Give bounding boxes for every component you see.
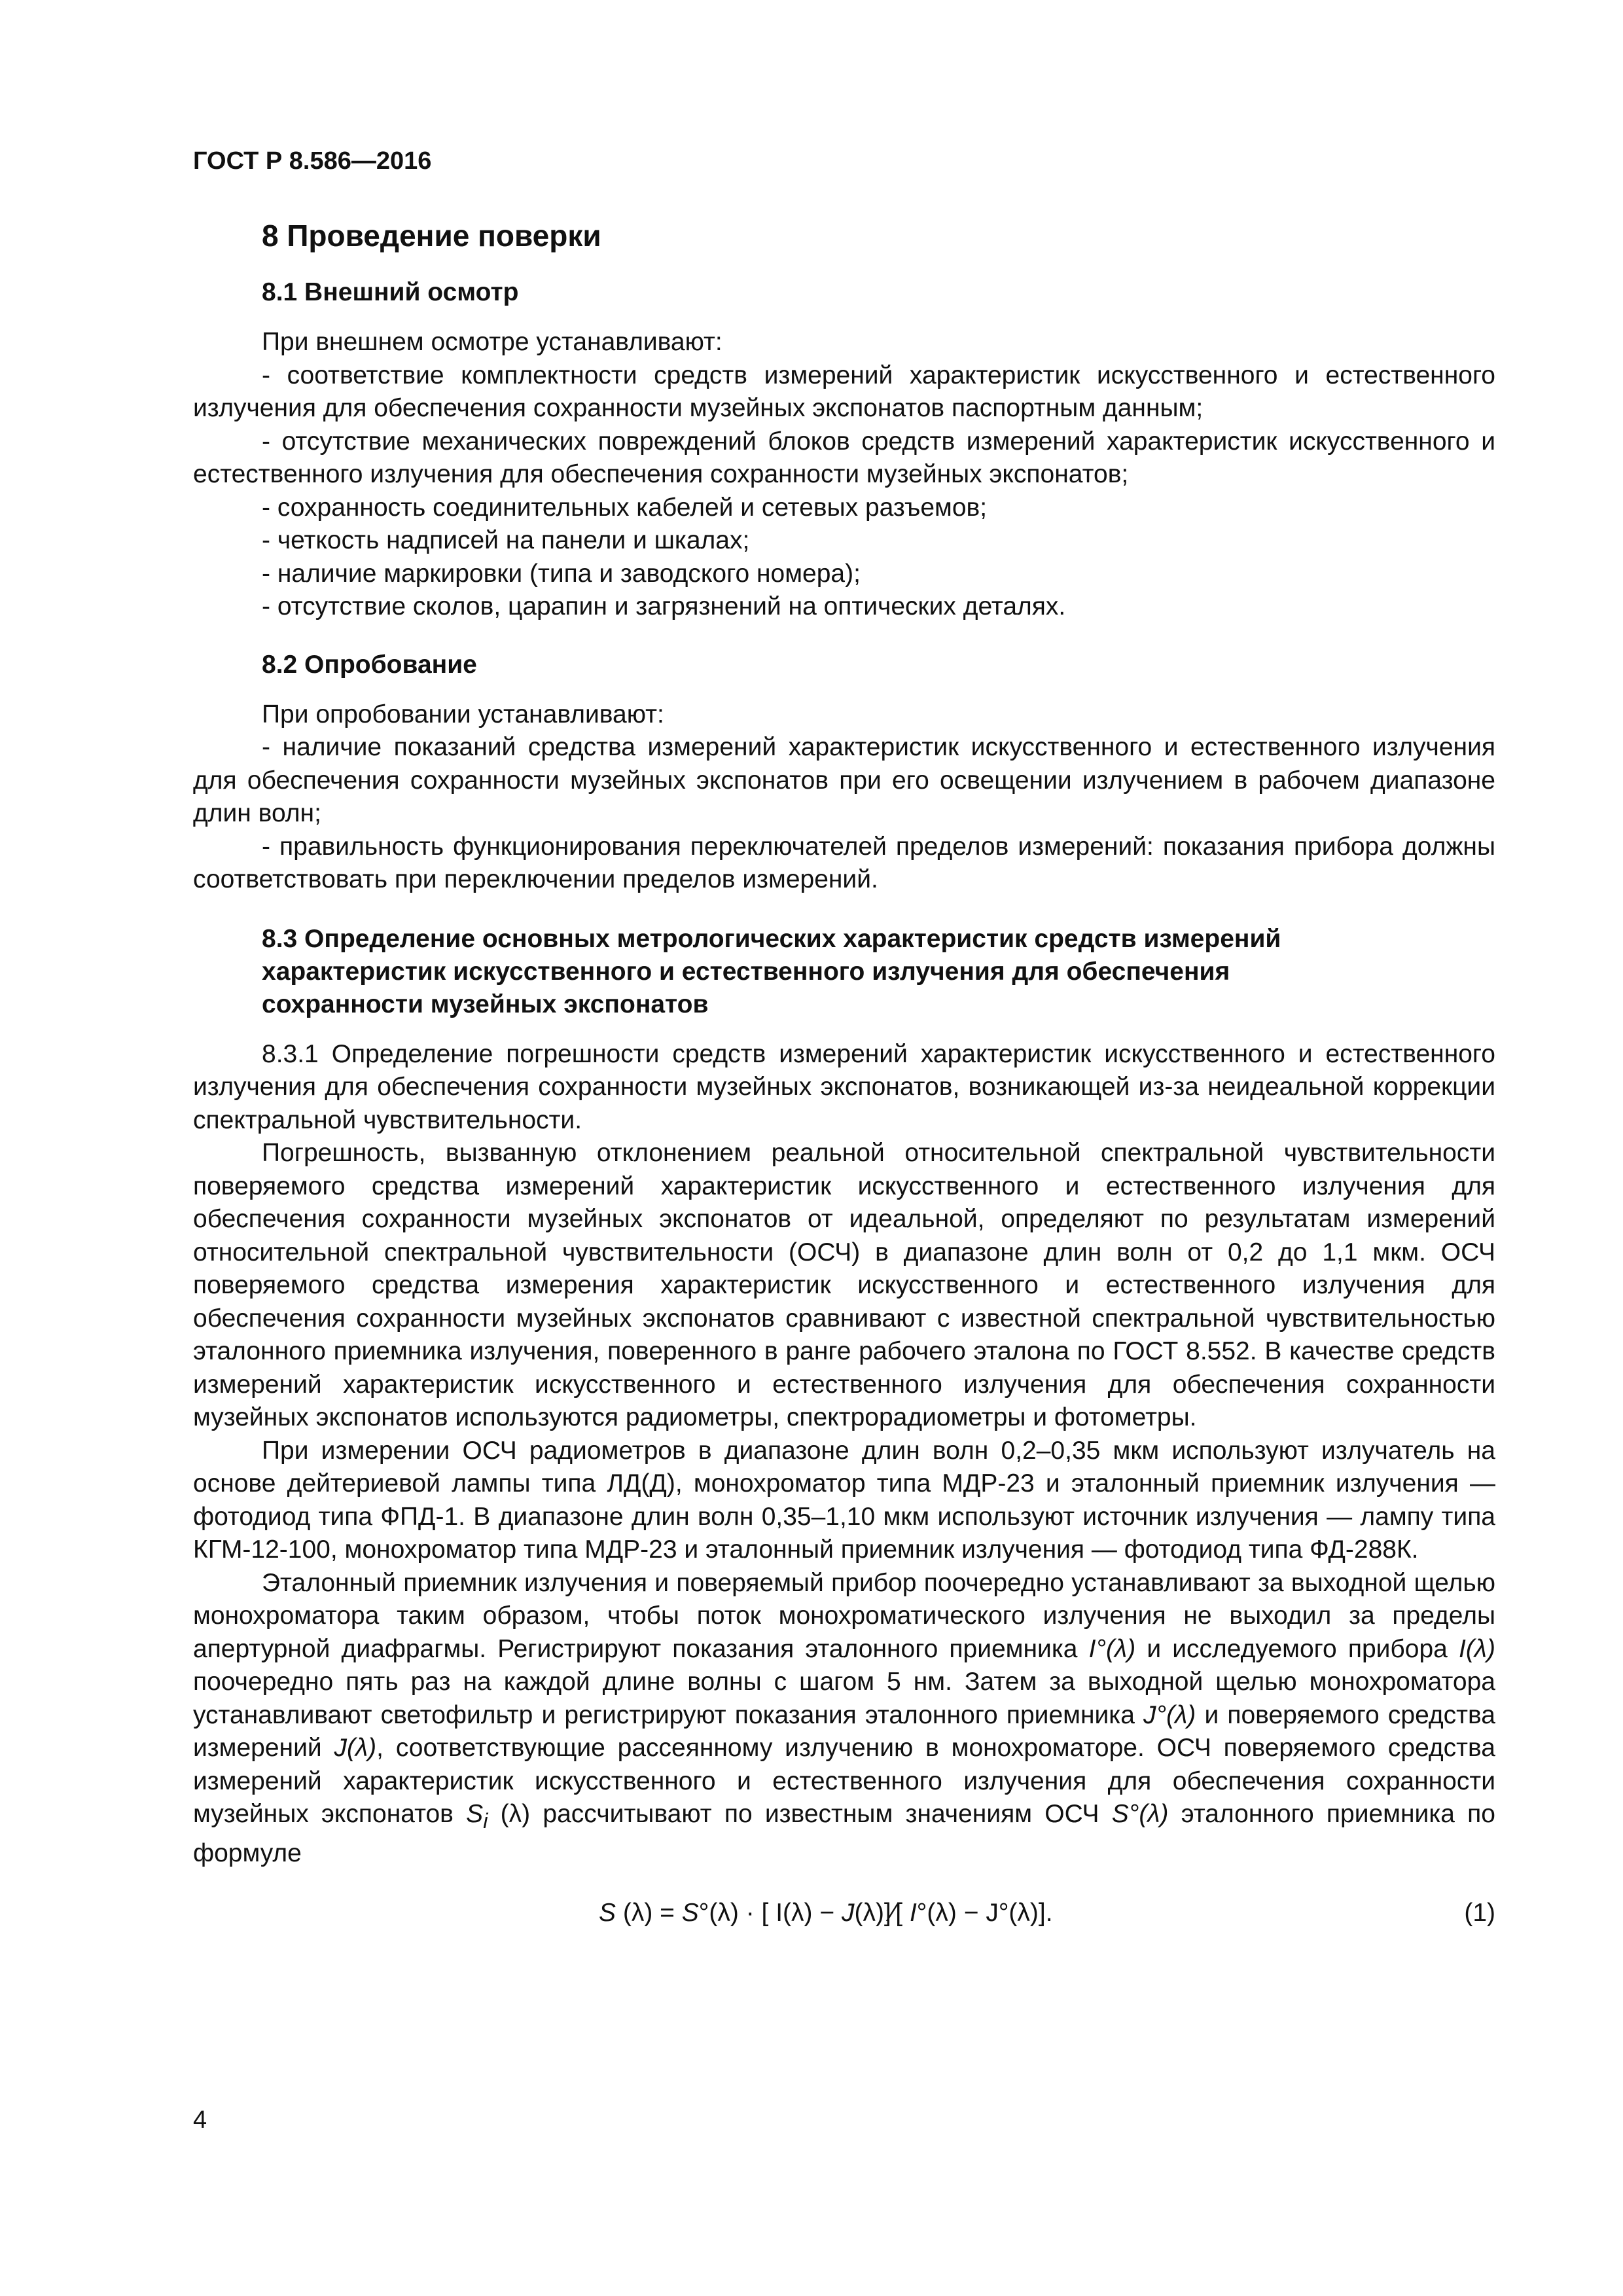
formula-part: (λ) = bbox=[616, 1898, 682, 1927]
list-item: - отсутствие сколов, царапин и загрязнений на оптических деталях. bbox=[262, 592, 1066, 620]
text-run: эталонного приемника по формуле bbox=[193, 1800, 1495, 1868]
formula bbox=[599, 1897, 1053, 1930]
subsection-title-8-1: 8.1 Внешний осмотр bbox=[262, 278, 519, 306]
symbol-i-reference: I°(λ) bbox=[1088, 1634, 1136, 1663]
paragraph-procedure bbox=[193, 1567, 1495, 1871]
formula-part: °(λ) − J°(λ)]. bbox=[916, 1898, 1053, 1927]
formula-part: S bbox=[599, 1898, 616, 1927]
text-run: поочередно пять раз на каждой длине волны с шагом 5 нм. Затем за выходной щелью монохроматора устанавливают светофильтр и регистрируют показания эталонного приемника bbox=[193, 1668, 1495, 1729]
subsection-title-8-3 bbox=[193, 923, 1495, 1021]
equation-number: (1) bbox=[1464, 1898, 1495, 1927]
subsection-title-line: характеристик искусственного и естественного излучения для обеспечения bbox=[262, 957, 1230, 986]
paragraph-error-description: Погрешность, вызванную отклонением реальной относительной спектральной чувствительности поверяемого средства измерений характеристик искусственного и естественного излучения для обеспечения сохранности музейных экспонатов от идеальной, определяют по результатам измерений относительной спектральной чувствительности (ОСЧ) в диапазоне длин волн от 0,2 до 1,1 мкм. ОСЧ поверяемого средства измерения характеристик искусственного и естественного излучения для обеспечения сохранности музейных экспонатов сравнивают с известной спектральной чувствительностью эталонного приемника излучения, поверенного в ранге рабочего эталона по ГОСТ 8.552. В качестве средств измерений характеристик искусственного и естественного излучения для обеспечения сохранности музейных экспонатов используются радиометры, спектрорадиометры и фотометры. bbox=[193, 1139, 1495, 1431]
document-code: ГОСТ Р 8.586—2016 bbox=[193, 147, 432, 175]
list-item: - отсутствие механических повреждений блоков средств измерений характеристик искусственного и естественного излучения для обеспечения сохранности музейных экспонатов; bbox=[193, 427, 1495, 488]
symbol-subscript: i bbox=[483, 1808, 488, 1833]
list-item: - сохранность соединительных кабелей и сетевых разъемов; bbox=[262, 493, 988, 522]
list-item: - соответствие комплектности средств измерений характеристик искусственного и естественного излучения для обеспечения сохранности музейных экспонатов паспортным данным; bbox=[193, 361, 1495, 422]
text-run: (λ) рассчитывают по известным значениям ОСЧ bbox=[488, 1800, 1112, 1828]
paragraph-intro-8-1: При внешнем осмотре устанавливают: bbox=[262, 328, 722, 356]
text-run: Эталонный приемник излучения и поверяемый прибор поочередно устанавливают за выходной щелью монохроматора таким образом, чтобы поток монохроматического излучения не выходил за пределы апертурной диафрагмы. Регистрируют показания эталонного приемника bbox=[193, 1568, 1495, 1663]
subsection-title-8-2: 8.2 Опробование bbox=[262, 650, 477, 679]
page-number: 4 bbox=[193, 2106, 207, 2134]
formula-row bbox=[193, 1897, 1495, 1931]
paragraph-8-3-1: 8.3.1 Определение погрешности средств измерений характеристик искусственного и естественного излучения для обеспечения сохранности музейных экспонатов, возникающей из-за неидеальной коррекции спектральной чувствительности. bbox=[193, 1039, 1495, 1134]
formula-part: I bbox=[909, 1898, 917, 1927]
section-title: 8 Проведение поверки bbox=[262, 219, 601, 253]
symbol-j-reference: J°(λ) bbox=[1143, 1700, 1196, 1729]
formula-part: S bbox=[681, 1898, 699, 1927]
page-content bbox=[193, 216, 1495, 1931]
subsection-title-line: сохранности музейных экспонатов bbox=[262, 990, 709, 1018]
formula-part: (λ)]∕[ bbox=[854, 1898, 910, 1927]
list-item: - наличие показаний средства измерений характеристик искусственного и естественного излучения для обеспечения сохранности музейных экспонатов при его освещении излучением в рабочем диапазоне длин волн; bbox=[193, 733, 1495, 827]
symbol-j-device: J(λ) bbox=[334, 1734, 377, 1762]
list-item: - четкость надписей на панели и шкалах; bbox=[262, 526, 750, 554]
paragraph-intro-8-2: При опробовании устанавливают: bbox=[262, 700, 664, 728]
text-run: и исследуемого прибора bbox=[1135, 1634, 1459, 1663]
text-run: и поверяемого средства измерений bbox=[193, 1700, 1495, 1762]
list-item: - наличие маркировки (типа и заводского номера); bbox=[262, 559, 861, 588]
text-run: , соответствующие рассеянному излучению в монохроматоре. ОСЧ поверяемого средства измерений характеристик искусственного и естественного излучения для обеспечения сохранности музейных экспонатов bbox=[193, 1734, 1495, 1828]
formula-part: J bbox=[841, 1898, 855, 1927]
subsection-title-line: 8.3 Определение основных метрологических характеристик средств измерений bbox=[262, 924, 1281, 953]
symbol-s-reference: S°(λ) bbox=[1111, 1800, 1169, 1828]
symbol-i-device: I(λ) bbox=[1458, 1634, 1495, 1663]
paragraph-equipment: При измерении ОСЧ радиометров в диапазоне длин волн 0,2–0,35 мкм используют излучатель на основе дейтериевой лампы типа ЛД(Д), монохроматор типа МДР-23 и эталонный приемник излучения — фотодиод типа ФПД-1. В диапазоне длин волн 0,35–1,10 мкм используют источник излучения — лампу типа КГМ-12-100, монохроматор типа МДР-23 и эталонный приемник излучения — фотодиод типа ФД-288К. bbox=[193, 1436, 1495, 1564]
formula-part: °(λ) · [ I(λ) − bbox=[698, 1898, 842, 1927]
list-item: - правильность функционирования переключателей пределов измерений: показания прибора должны соответствовать при переключении пределов измерений. bbox=[193, 832, 1495, 893]
symbol-s-device: S bbox=[466, 1800, 484, 1828]
